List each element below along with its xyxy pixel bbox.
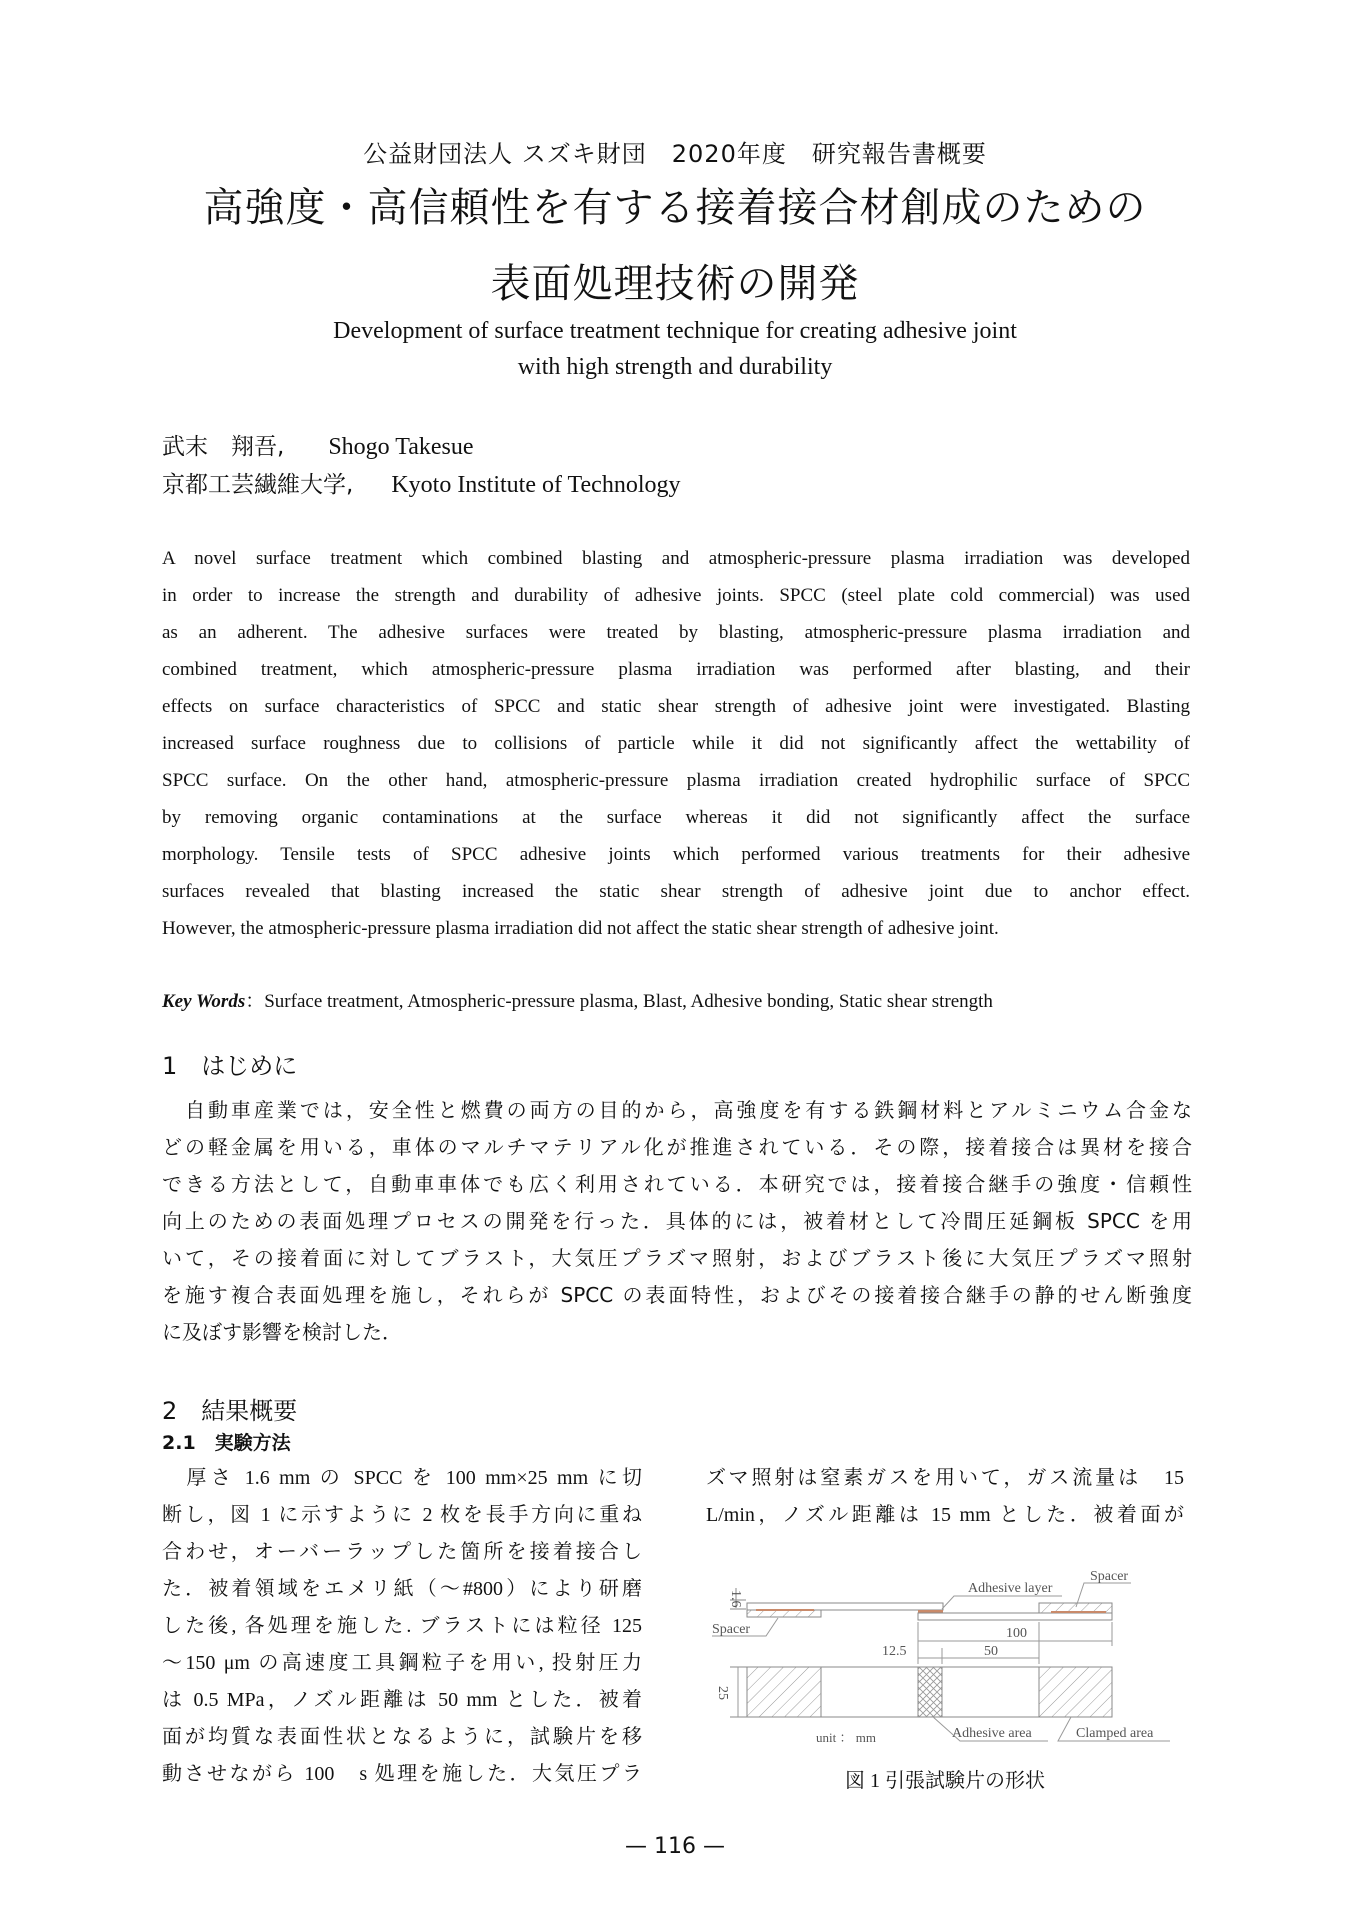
section-1-body [162, 1092, 1192, 1351]
abstract-line: as an adherent. The adhesive surfaces were treated by blasting, atmospheric-pressure plasma irradiation and [162, 622, 1190, 643]
title-jp-line-1: 高強度・高信頼性を有する接着接合材創成のための [203, 185, 1147, 231]
abstract-line: by removing organic contaminations at the surface whereas it did not significantly affect the surface [162, 807, 1190, 828]
figure-1 [706, 1566, 1184, 1766]
paragraph-line: できる方法として，自動車車体でも広く利用されている．本研究では，接着接合継手の強度・信頼性 [162, 1172, 1192, 1196]
paragraph-line: 動させながら 100 s 処理を施した．大気圧プラ [162, 1763, 642, 1785]
paragraph-line: L/min，ノズル距離は 15 mm とした．被着面が [706, 1504, 1184, 1526]
plate-plan-right [942, 1667, 1039, 1717]
paragraph-line: ズマ照射は窒素ガスを用いて，ガス流量は 15 [706, 1467, 1184, 1489]
label-clamped-area: Clamped area [1076, 1726, 1154, 1741]
dim-gap-label: 50 [984, 1644, 998, 1659]
clamped-area-right [1039, 1667, 1112, 1717]
paragraph-line: を施す複合表面処理を施し，それらが SPCC の表面特性，およびその接着接合継手の静的せん断強度 [162, 1283, 1192, 1307]
keywords-text: Surface treatment, Atmospheric-pressure plasma, Blast, Adhesive bonding, Static shear strength [264, 991, 993, 1012]
label-adhesive-area: Adhesive area [952, 1726, 1032, 1741]
figure-1-caption: 図 1 引張試験片の形状 [845, 1770, 1045, 1792]
abstract-line: However, the atmospheric-pressure plasma irradiation did not affect the static shear strength of adhesive joint. [162, 918, 999, 939]
plate-plan-left [821, 1667, 918, 1717]
abstract-line: in order to increase the strength and durability of adhesive joints. SPCC (steel plate cold commercial) was used [162, 585, 1190, 606]
adhesive-area [918, 1667, 942, 1717]
dim-width-label: 25 [715, 1686, 730, 1700]
dim-overlap-label: 12.5 [882, 1644, 907, 1659]
paragraph-line: ～150 μm の高速度工具鋼粒子を用い, 投射圧力 [162, 1652, 642, 1674]
paragraph-line: に及ぼす影響を検討した． [162, 1320, 402, 1344]
paragraph-line: 向上のための表面処理プロセスの開発を行った．具体的には，被着材として冷間圧延鋼板 SPCC を用 [162, 1209, 1192, 1233]
spacer-left [747, 1610, 821, 1617]
section-2-1-left-column [162, 1460, 642, 1793]
abstract [162, 540, 1190, 947]
label-spacer-left: Spacer [712, 1622, 751, 1637]
abstract-line: effects on surface characteristics of SPCC and static shear strength of adhesive joint were investigated. Blasting [162, 696, 1190, 717]
section-2-1-heading: 2.1 実験方法 [162, 1432, 291, 1454]
abstract-line: A novel surface treatment which combined blasting and atmospheric-pressure plasma irradiation was developed [162, 548, 1190, 569]
affiliation-jp: 京都工芸繊維大学, [162, 472, 354, 498]
paragraph-line: 断し，図 1 に示すように 2 枚を長手方向に重ね [162, 1504, 642, 1526]
specimen-diagram [706, 1566, 1184, 1766]
title-jp-line-2: 表面処理技術の開発 [490, 261, 860, 307]
abstract-line: SPCC surface. On the other hand, atmospheric-pressure plasma irradiation created hydrophilic surface of SPCC [162, 770, 1190, 791]
clamped-area-left [747, 1667, 821, 1717]
author-name-en: Shogo Takesue [328, 434, 474, 460]
abstract-line: combined treatment, which atmospheric-pressure plasma irradiation was performed after blasting, and their [162, 659, 1190, 680]
label-unit: unit ： mm [816, 1730, 876, 1745]
report-series-line: 公益財団法人 スズキ財団 2020年度 研究報告書概要 [363, 140, 987, 168]
abstract-line: increased surface roughness due to collisions of particle while it did not significantly affect the wettability of [162, 733, 1190, 754]
paragraph-line: 面が均質な表面性状となるように，試験片を移 [162, 1726, 642, 1748]
author-name [162, 428, 474, 461]
dim-thickness-label: 1.6 [728, 1590, 743, 1608]
paragraph-line: 自動車産業では，安全性と燃費の両方の目的から，高強度を有する鉄鋼材料とアルミニウム合金な [162, 1098, 1192, 1122]
section-2-heading: 2 結果概要 [162, 1397, 298, 1425]
keywords-separator: ： [245, 991, 265, 1012]
section-2-1-right-column [706, 1460, 1184, 1534]
title-en-line-2: with high strength and durability [517, 354, 833, 380]
keywords [162, 986, 993, 1013]
dim-length-label: 100 [1006, 1626, 1027, 1641]
abstract-line: surfaces revealed that blasting increased the static shear strength of adhesive joint due to anchor effect. [162, 881, 1190, 902]
plate-upper [747, 1603, 943, 1610]
paragraph-line: どの軽金属を用いる，車体のマルチマテリアル化が推進されている．その際，接着接合は異材を接合 [162, 1135, 1192, 1159]
dimension-thickness [728, 1588, 746, 1609]
paragraph-line: 合わせ，オーバーラップした箇所を接着接合し [162, 1541, 642, 1563]
affiliation-en: Kyoto Institute of Technology [391, 472, 681, 498]
title-en-line-1: Development of surface treatment technique for creating adhesive joint [333, 318, 1017, 344]
author-name-jp: 武末 翔吾, [162, 434, 285, 460]
plate-lower [918, 1613, 1112, 1620]
paragraph-line: した後, 各処理を施した. ブラストには粒径 125 [162, 1615, 642, 1637]
paragraph-line: 厚さ 1.6 mm の SPCC を 100 mm×25 mm に切 [162, 1467, 642, 1489]
plan-view [715, 1667, 1112, 1717]
keywords-label: Key Words [162, 991, 246, 1012]
page-number: — 116 — [625, 1834, 725, 1859]
label-adhesive-layer: Adhesive layer [968, 1581, 1053, 1596]
paragraph-line: た．被着領域をエメリ紙（～#800）により研磨 [162, 1578, 642, 1600]
author-affiliation [162, 466, 680, 499]
section-1-heading: 1 はじめに [162, 1052, 298, 1080]
label-spacer-top: Spacer [1090, 1569, 1129, 1584]
paragraph-line: は 0.5 MPa，ノズル距離は 50 mm とした．被着 [162, 1689, 642, 1711]
paragraph-line: いて，その接着面に対してブラスト，大気圧プラズマ照射，およびブラスト後に大気圧プラズマ照射 [162, 1246, 1192, 1270]
abstract-line: morphology. Tensile tests of SPCC adhesive joints which performed various treatments for their adhesive [162, 844, 1190, 865]
